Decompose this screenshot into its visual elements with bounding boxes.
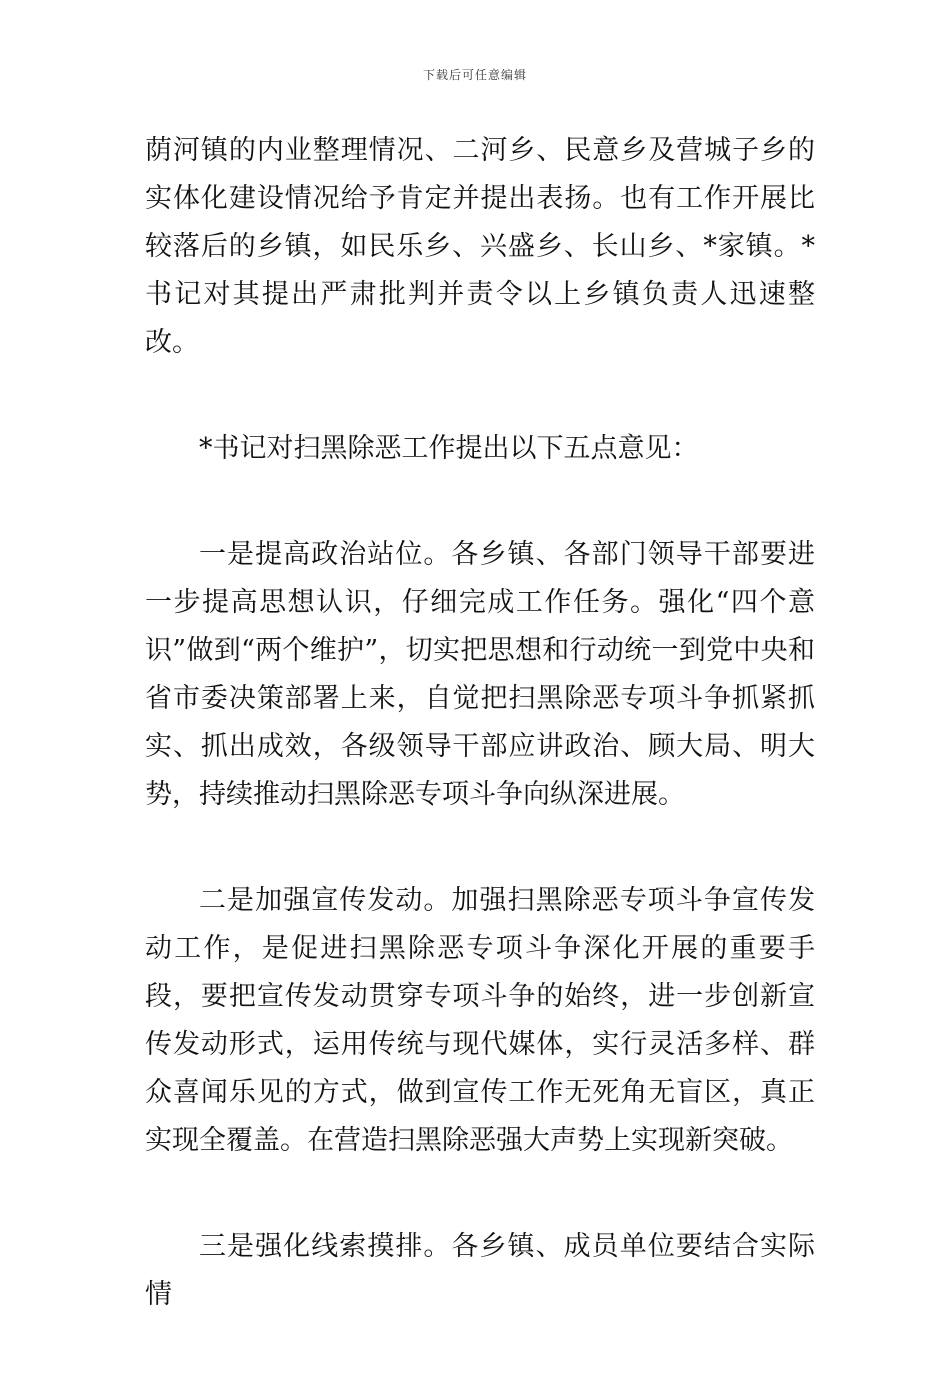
document-body	[145, 127, 815, 1377]
paragraph-opinions-intro: *书记对扫黑除恶工作提出以下五点意见：	[199, 433, 699, 464]
paragraph-point-two: 二是加强宣传发动。加强扫黑除恶专项斗争宣传发动工作，是促进扫黑除恶专项斗争深化开展的重要手段，要把宣传发动贯穿专项斗争的始终，进一步创新宣传发动形式，运用传统与现代媒体，实行灵活多样、群众喜闻乐见的方式，做到宣传工作无死角无盲区，真正实现全覆盖。在营造扫黑除恶强大声势上实现新突破。	[145, 885, 815, 1156]
paragraph-point-three: 三是强化线索摸排。各乡镇、成员单位要结合实际情	[145, 1231, 815, 1310]
header-note: 下载后可任意编辑	[422, 68, 527, 82]
paragraph-continued: 荫河镇的内业整理情况、二河乡、民意乡及营城子乡的实体化建设情况给予肯定并提出表扬。也有工作开展比较落后的乡镇，如民乐乡、兴盛乡、长山乡、*家镇。*书记对其提出严肃批判并责令以上乡镇负责人迅速整改。	[145, 135, 815, 358]
paragraph-point-one: 一是提高政治站位。各乡镇、各部门领导干部要进一步提高思想认识，仔细完成工作任务。强化“四个意识”做到“两个维护”，切实把思想和行动统一到党中央和省市委决策部署上来，自觉把扫黑除恶专项斗争抓紧抓实、抓出成效，各级领导干部应讲政治、顾大局、明大势，持续推动扫黑除恶专项斗争向纵深进展。	[145, 539, 815, 810]
